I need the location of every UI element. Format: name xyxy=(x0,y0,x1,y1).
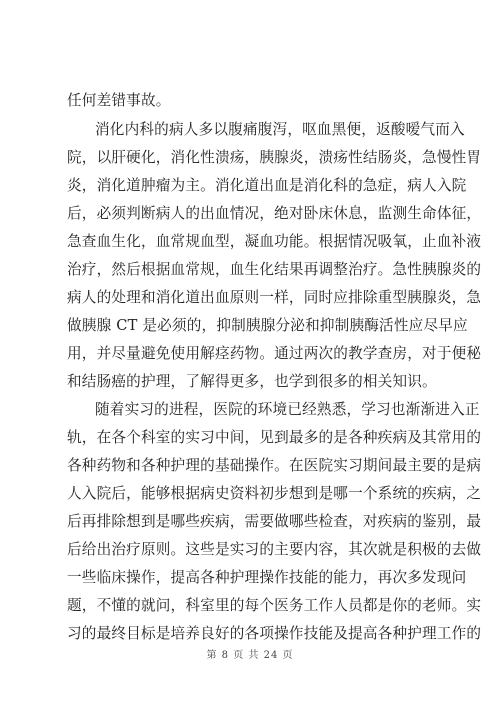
text-line: 消化内科的病人多以腹痛腹泻，呕血黑便，返酸嗳气而入 xyxy=(95,121,465,138)
text-line: 轨，在各个科室的实习中间，见到最多的是各种疾病及其常用的 xyxy=(67,429,482,446)
text-line: 一些临床操作，提高各种护理操作技能的能力，再次多发现问 xyxy=(67,569,467,586)
text-line: 随着实习的进程，医院的环境已经熟悉，学习也渐渐进入正 xyxy=(95,401,480,418)
text-line: 题，不懂的就问，科室里的每个医务工作人员都是你的老师。实 xyxy=(67,597,482,614)
text-line: 和结肠癌的护理，了解得更多，也学到很多的相关知识。 xyxy=(67,373,437,390)
text-line: 急查血生化，血常规血型，凝血功能。根据情况吸氧，止血补液 xyxy=(67,233,482,250)
text-line: 人入院后，能够根据病史资料初步想到是哪一个系统的疾病，之 xyxy=(67,485,482,502)
text-line: 后，必须判断病人的出血情况，绝对卧床休息，监测生命体征， xyxy=(67,205,482,222)
text-line: 炎，消化道肿瘤为主。消化道出血是消化科的急症，病人入院 xyxy=(67,177,467,194)
text-line: 后再排除想到是哪些疾病，需要做哪些检查，对疾病的鉴别，最 xyxy=(67,513,482,530)
text-line: 后给出治疗原则。这些是实习的主要内容，其次就是积极的去做 xyxy=(67,541,482,558)
text-line: 治疗，然后根据血常规，血生化结果再调整治疗。急性胰腺炎的 xyxy=(67,261,482,278)
text-line: 做胰腺 CT 是必须的，抑制胰腺分泌和抑制胰酶活性应尽早应 xyxy=(67,317,468,334)
text-line: 用，并尽量避免使用解痉药物。通过两次的教学查房，对于便秘 xyxy=(67,345,482,362)
text-line: 各种药物和各种护理的基础操作。在医院实习期间最主要的是病 xyxy=(67,457,482,474)
text-line: 任何差错事故。 xyxy=(67,92,171,109)
text-line: 院，以肝硬化，消化性溃疡，胰腺炎，溃疡性结肠炎，急慢性胃 xyxy=(67,149,482,166)
page-number-footer: 第 8 页 共 24 页 xyxy=(206,650,294,661)
text-line: 习的最终目标是培养良好的各项操作技能及提高各种护理工作的 xyxy=(67,625,482,642)
text-line: 病人的处理和消化道出血原则一样，同时应排除重型胰腺炎，急 xyxy=(67,289,482,306)
